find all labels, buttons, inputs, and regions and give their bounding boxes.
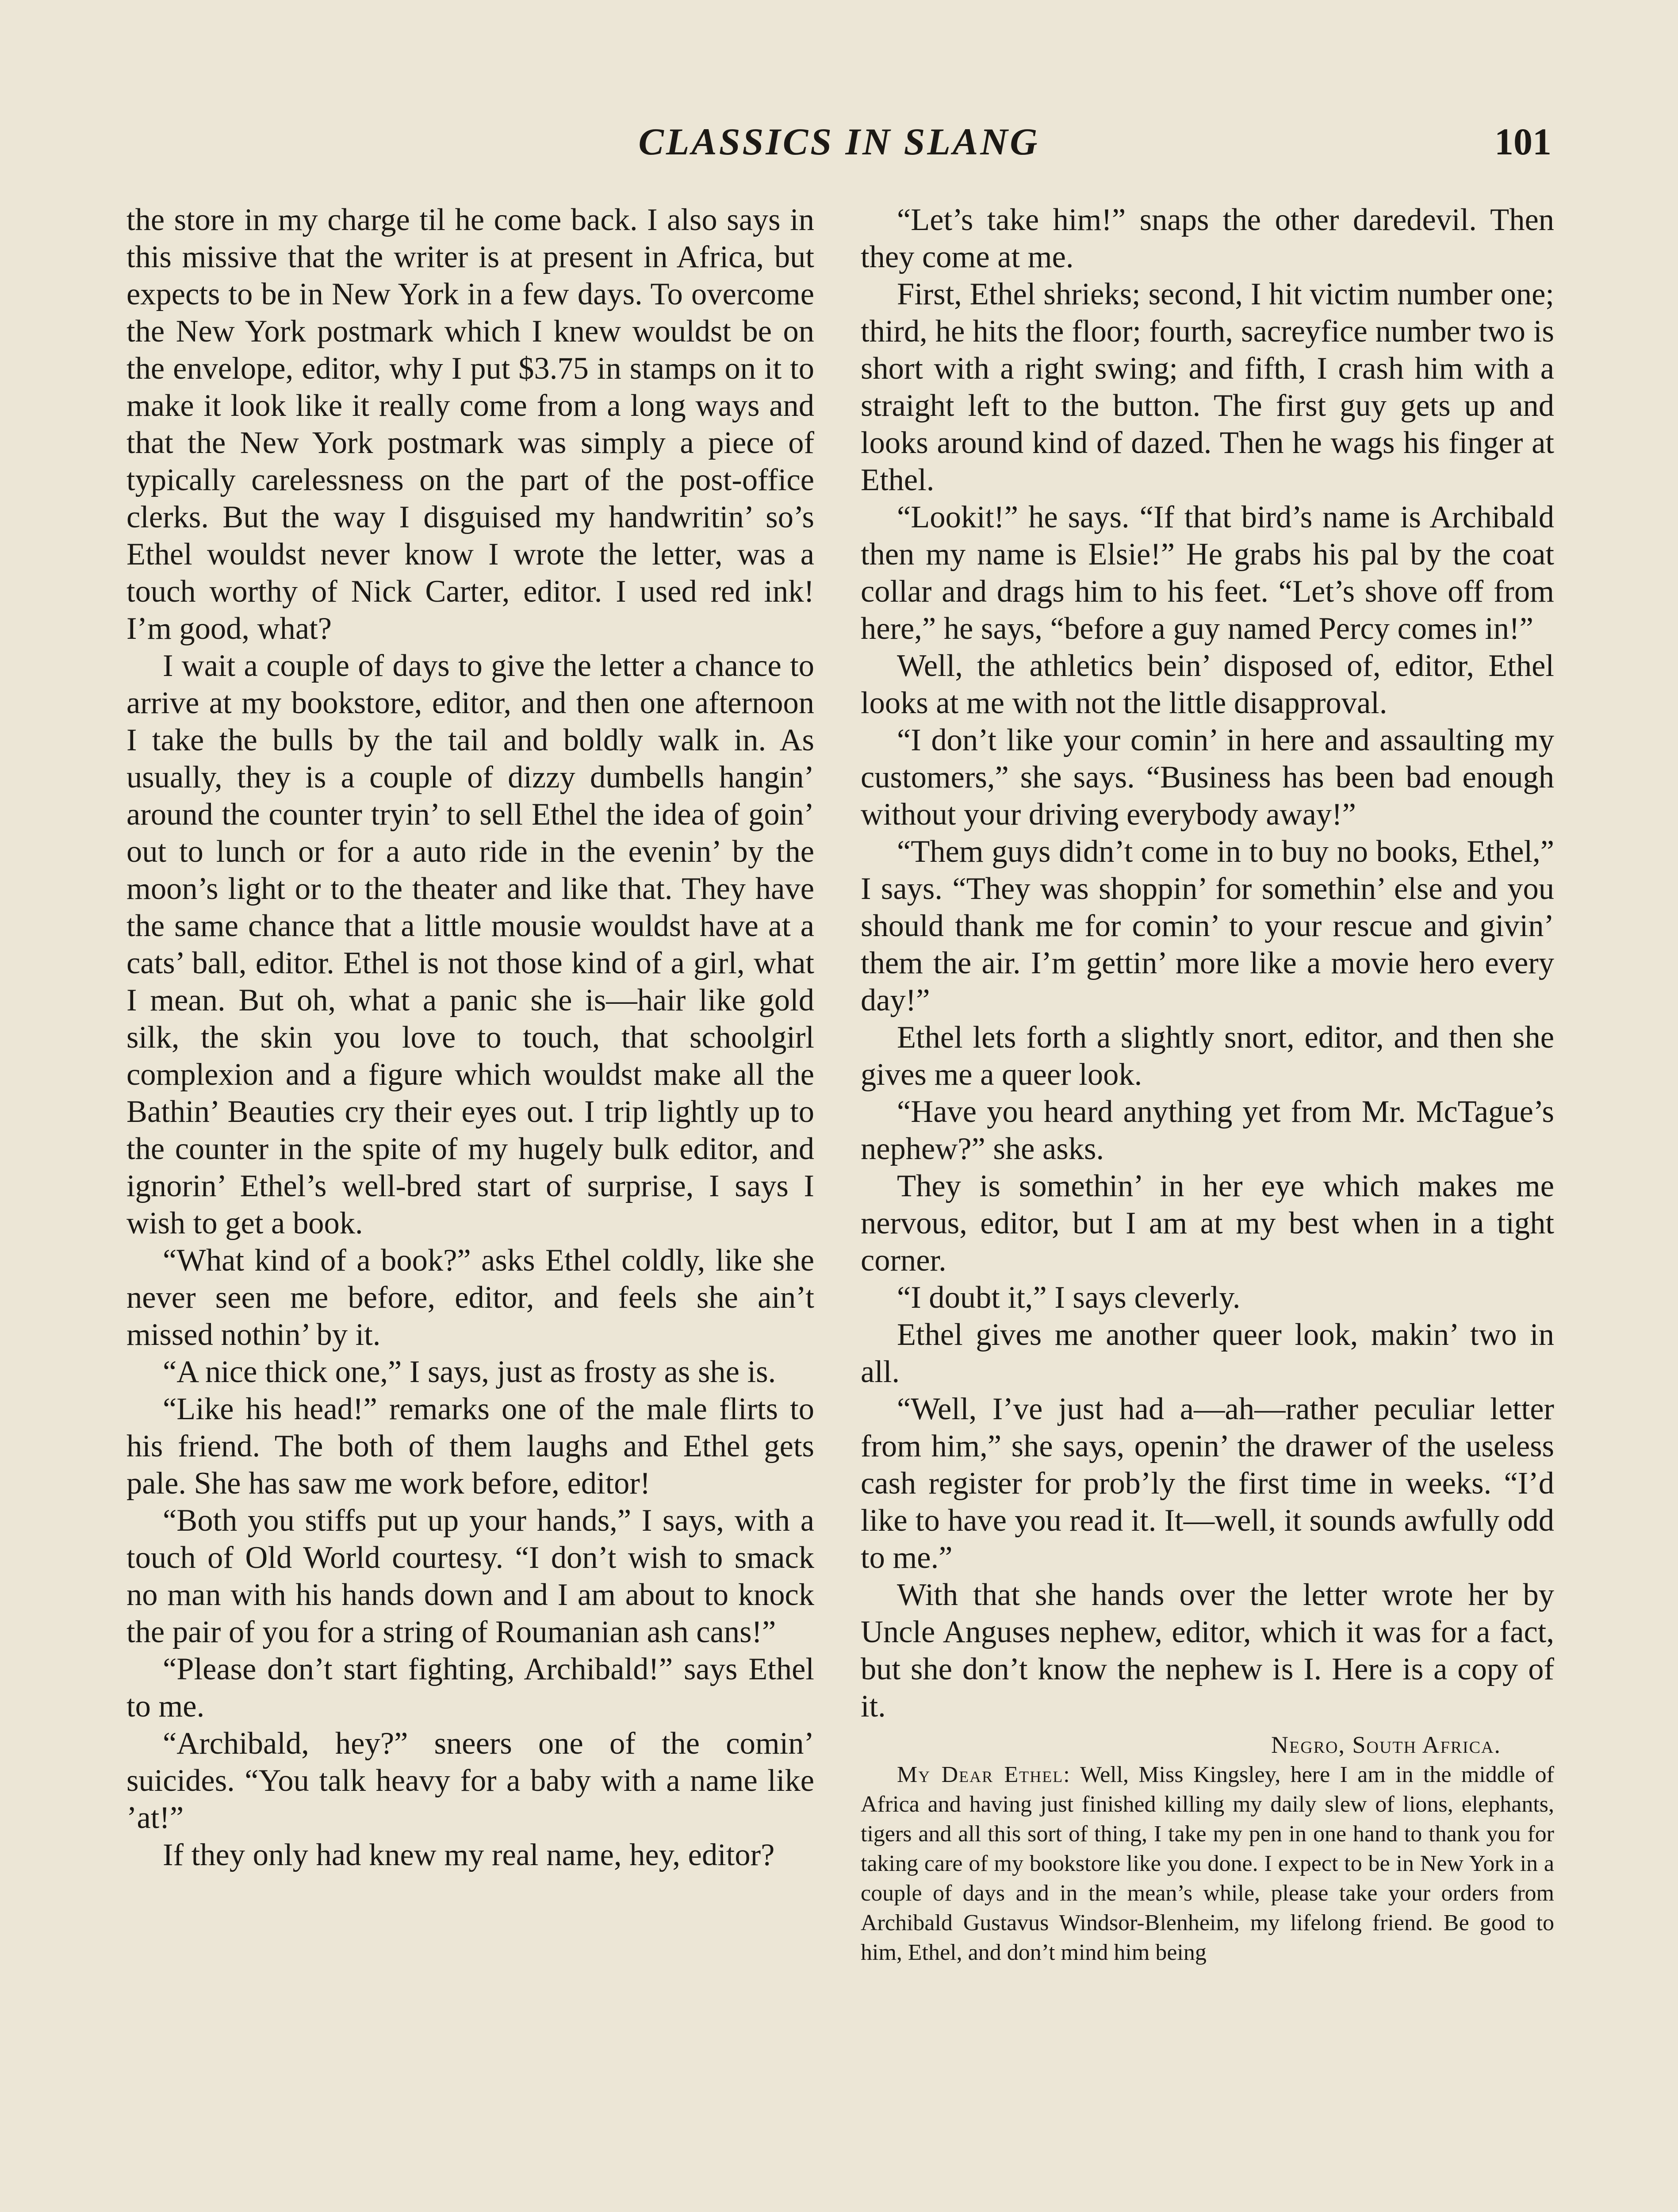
- paragraph: Ethel lets forth a slightly snort, editor, and then she gives me a queer look.: [861, 1020, 1554, 1092]
- letter-dateline: Negro, South Africa.: [1271, 1732, 1501, 1758]
- paragraph: If they only had knew my real name, hey, editor?: [163, 1838, 775, 1872]
- page-number: 101: [1494, 120, 1552, 163]
- paragraph: “Archibald, hey?” sneers one of the comin’ suicides. “You talk heavy for a baby with a name like ’at!”: [126, 1726, 814, 1835]
- paragraph: “Both you stiffs put up your hands,” I says, with a touch of Old World courtesy. “I don’t wish to smack no man with his hands down and I am about to knock the pair of you for a string of Roumanian ash cans!”: [126, 1503, 814, 1649]
- paragraph: First, Ethel shrieks; second, I hit victim number one; third, he hits the floor; fourth, sacreyfice number two is short with a right swing; and fifth, I crash him with a straight left to the button. The first guy gets up and looks around kind of dazed. Then he wags his finger at Ethel.: [861, 277, 1554, 497]
- paragraph: the store in my charge til he come back. I also says in this missive that the writer is at present in Africa, but expects to be in New York in a few days. To overcome the New York postmark which I knew wouldst be on the envelope, editor, why I put $3.75 in stamps on it to make it look like it really come from a long ways and that the New York postmark was simply a piece of typically carelessness on the part of the post-office clerks. But the way I disguised my handwritin’ so’s Ethel wouldst never know I wrote the letter, was a touch worthy of Nick Carter, editor. I used red ink! I’m good, what?: [126, 203, 814, 646]
- paragraph: “Please don’t start fighting, Archibald!” says Ethel to me.: [126, 1652, 814, 1724]
- paragraph: “I don’t like your comin’ in here and assaulting my customers,” she says. “Business has been bad enough without your driving everybody away!”: [861, 723, 1554, 832]
- paragraph: Well, the athletics bein’ disposed of, editor, Ethel looks at me with not the little disapproval.: [861, 649, 1554, 720]
- paragraph: “Lookit!” he says. “If that bird’s name is Archibald then my name is Elsie!” He grabs his pal by the coat collar and drags him to his feet. “Let’s shove off from here,” he says, “before a guy named Percy comes in!”: [861, 500, 1554, 646]
- paragraph: “Have you heard anything yet from Mr. McTague’s nephew?” she asks.: [861, 1094, 1554, 1166]
- left-column: [126, 201, 814, 1874]
- paragraph: Ethel gives me another queer look, makin’ two in all.: [861, 1317, 1554, 1389]
- letter-text: Well, Miss Kingsley, here I am in the middle of Africa and having just finished killing my daily slew of lions, elephants, tigers and all this sort of thing, I take my pen in one hand to thank you for taking care of my bookstore like you done. I expect to be in New York in a couple of days and in the mean’s while, please take your orders from Archibald Gustavus Windsor-Blenheim, my lifelong friend. Be good to him, Ethel, and don’t mind him being: [861, 1762, 1554, 1965]
- quoted-letter: [861, 1730, 1554, 1967]
- paragraph: “Them guys didn’t come in to buy no books, Ethel,” I says. “They was shoppin’ for somethin’ else and you should thank me for comin’ to your rescue and givin’ them the air. I’m gettin’ more like a movie hero every day!”: [861, 834, 1554, 1018]
- paragraph: “What kind of a book?” asks Ethel coldly, like she never seen me before, editor, and feels she ain’t missed nothin’ by it.: [126, 1243, 814, 1352]
- right-column: [861, 201, 1554, 1967]
- paragraph: “I doubt it,” I says cleverly.: [897, 1280, 1241, 1315]
- running-title: CLASSICS IN SLANG: [638, 120, 1040, 163]
- paragraph: They is somethin’ in her eye which makes me nervous, editor, but I am at my best when in a tight corner.: [861, 1169, 1554, 1278]
- paragraph: “Let’s take him!” snaps the other daredevil. Then they come at me.: [861, 203, 1554, 274]
- letter-body: [861, 1760, 1554, 1967]
- paragraph: “Like his head!” remarks one of the male flirts to his friend. The both of them laughs and Ethel gets pale. She has saw me work before, editor!: [126, 1392, 814, 1501]
- paragraph: “Well, I’ve just had a—ah—rather peculiar letter from him,” she says, openin’ the drawer of the useless cash register for prob’ly the first time in weeks. “I’d like to have you read it. It—well, it sounds awfully odd to me.”: [861, 1392, 1554, 1575]
- paragraph: “A nice thick one,” I says, just as frosty as she is.: [163, 1355, 776, 1389]
- paragraph: With that she hands over the letter wrote her by Uncle Anguses nephew, editor, which it was for a fact, but she don’t know the nephew is I. Here is a copy of it.: [861, 1578, 1554, 1724]
- page-header: [126, 119, 1552, 173]
- letter-salutation: My Dear Ethel:: [897, 1762, 1071, 1787]
- paragraph: I wait a couple of days to give the letter a chance to arrive at my bookstore, editor, and then one afternoon I take the bulls by the tail and boldly walk in. As usually, they is a couple of dizzy dumbells hangin’ around the counter tryin’ to sell Ethel the idea of goin’ out to lunch or for a auto ride in the evenin’ by the moon’s light or to the theater and like that. They have the same chance that a little mousie wouldst have at a cats’ ball, editor. Ethel is not those kind of a girl, what I mean. But oh, what a panic she is—hair like gold silk, the skin you love to touch, that schoolgirl complexion and a figure which wouldst make all the Bathin’ Beauties cry their eyes out. I trip lightly up to the counter in the spite of my hugely bulk editor, and ignorin’ Ethel’s well-bred start of surprise, I says I wish to get a book.: [126, 649, 814, 1240]
